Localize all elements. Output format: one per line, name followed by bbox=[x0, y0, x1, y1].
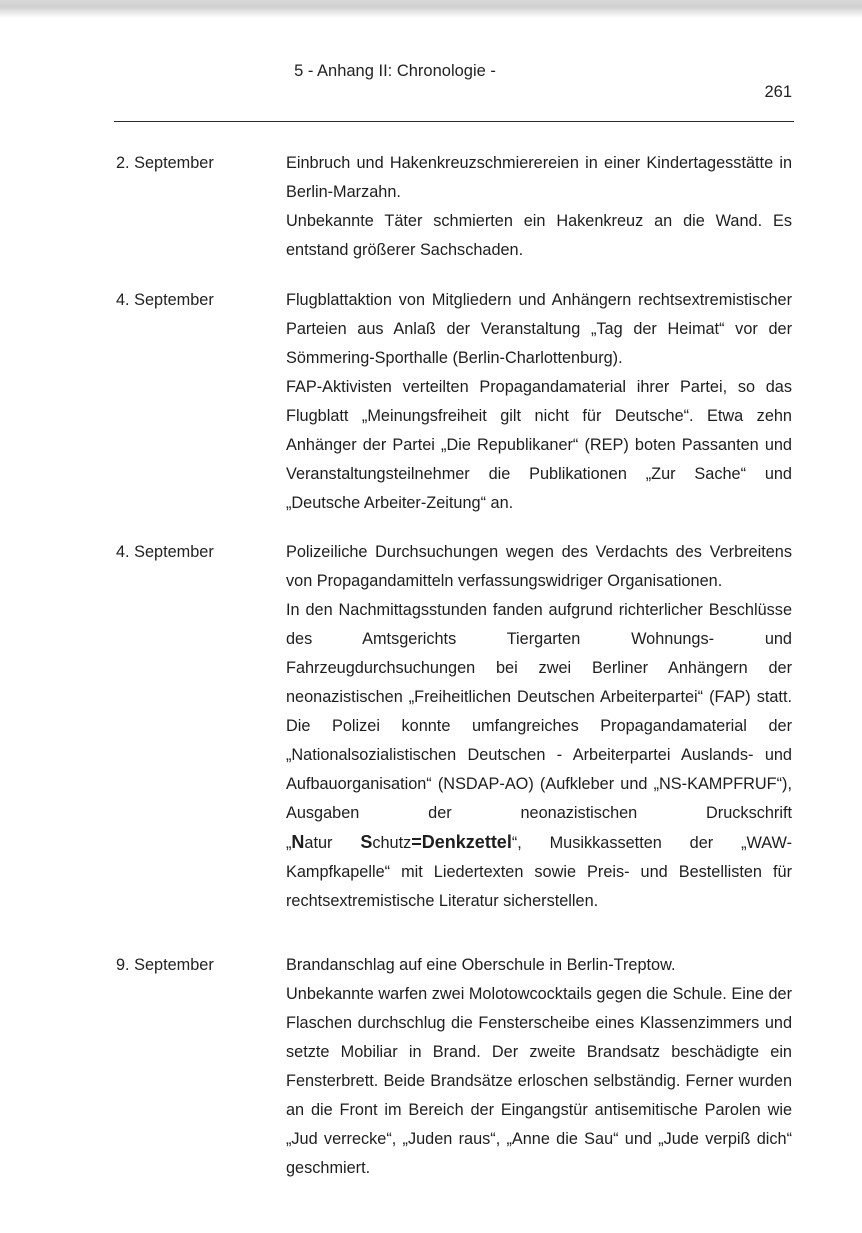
entry-body bbox=[286, 538, 792, 916]
entry-date: 4. September bbox=[116, 543, 214, 561]
entry-paragraph: Flugblattaktion von Mitgliedern und Anhängern rechtsextremistischer Parteien aus Anlaß der Veranstaltung „Tag der Heimat“ vor der Sömmering-Sporthalle (Berlin-Charlottenburg). bbox=[286, 291, 792, 367]
title-initial-s: S bbox=[360, 832, 373, 852]
entry-date: 9. September bbox=[116, 956, 214, 974]
header-rule bbox=[114, 121, 794, 122]
publication-title bbox=[291, 834, 511, 852]
text-run: “, Musikkassetten der „WAW-Kampfkapelle“ mit Liedertexten sowie Preis- und Bestellisten für rechtsextremistische Literatur sicherstellen. bbox=[286, 834, 792, 910]
entry-paragraph bbox=[286, 596, 792, 916]
page-number: 261 bbox=[764, 83, 792, 101]
entry-paragraph: Brandanschlag auf eine Oberschule in Berlin-Treptow. bbox=[286, 956, 676, 974]
text-run: In den Nachmittagsstunden fanden aufgrund richterlicher Beschlüsse des Amtsgerichts Tiergarten Wohnungs- und Fahrzeugdurchsuchungen bei zwei Berliner Anhängern der neonazistischen „Freiheitlichen Deutschen Arbeiterpartei“ (FAP) statt. Die Polizei konnte umfangreiches Propagandamaterial der „Nationalsozialistischen Deutschen - Arbeiterpartei Auslands- und Aufbauorganisation“ (NSDAP-AO) (Aufkleber und „NS-KAMPFRUF“), Ausgaben der neonazistischen Druckschrift „ bbox=[286, 601, 792, 852]
title-bold-part: =Denkzettel bbox=[411, 832, 512, 852]
title-initial-n: N bbox=[291, 832, 305, 852]
title-part: atur bbox=[304, 834, 361, 852]
entry-body bbox=[286, 951, 792, 1183]
running-header: 5 - Anhang II: Chronologie - bbox=[294, 62, 496, 80]
entry-paragraph: Unbekannte warfen zwei Molotowcocktails gegen die Schule. Eine der Flaschen durchschlug die Fensterscheibe eines Klassenzimmers und setzte Mobiliar in Brand. Der zweite Brandsatz beschädigte ein Fensterbrett. Beide Brandsätze erloschen selbständig. Ferner wurden an die Front im Bereich der Eingangstür antisemitische Parolen wie „Jud verrecke“, „Juden raus“, „Anne die Sau“ und „Jude verpiß dich“ geschmiert. bbox=[286, 985, 792, 1177]
entry-date: 2. September bbox=[116, 154, 214, 172]
entry-paragraph: Unbekannte Täter schmierten ein Hakenkreuz an die Wand. Es entstand größerer Sachschaden. bbox=[286, 212, 792, 259]
entry-body bbox=[286, 149, 792, 265]
entry-paragraph: FAP-Aktivisten verteilten Propagandamaterial ihrer Partei, so das Flugblatt „Meinungsfreiheit gilt nicht für Deutsche“. Etwa zehn Anhänger der Partei „Die Republikaner“ (REP) boten Passanten und Veranstaltungsteilnehmer die Publikationen „Zur Sache“ und „Deutsche Arbeiter-Zeitung“ an. bbox=[286, 378, 792, 512]
title-part: chutz bbox=[372, 834, 412, 852]
entry-paragraph: Polizeiliche Durchsuchungen wegen des Verdachts des Verbreitens von Propagandamitteln verfassungswidriger Organisationen. bbox=[286, 543, 792, 590]
entry-paragraph: Einbruch und Hakenkreuzschmierereien in einer Kindertagesstätte in Berlin-Marzahn. bbox=[286, 154, 792, 201]
entry-body bbox=[286, 286, 792, 518]
entry-date: 4. September bbox=[116, 291, 214, 309]
